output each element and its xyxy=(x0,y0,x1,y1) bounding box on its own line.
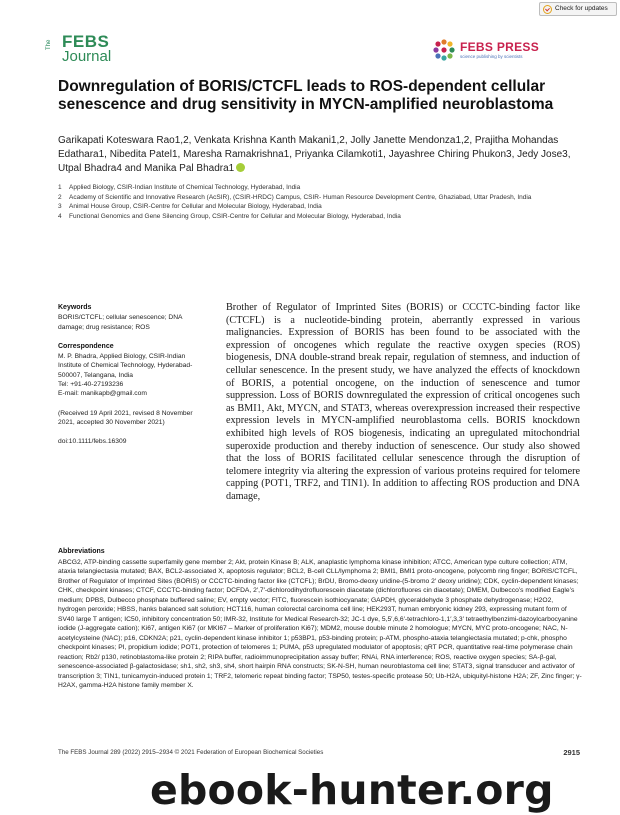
correspondence-address: M. P. Bhadra, Applied Biology, CSIR-Indian Institute of Chemical Technology, Hyderabad-500007, Telangana, India xyxy=(58,353,193,379)
affiliation-text: Animal House Group, CSIR-Centre for Cellular and Molecular Biology, Hyderabad, India xyxy=(69,203,322,211)
abbreviations-heading: Abbreviations xyxy=(58,548,105,555)
journal-logo-suffix: Journal xyxy=(62,48,112,65)
affiliation-item xyxy=(58,202,583,212)
febs-journal-logo xyxy=(46,32,126,66)
keywords-block xyxy=(58,303,208,332)
affiliation-item xyxy=(58,193,583,203)
dates-block xyxy=(58,409,208,428)
keywords-text: BORIS/CTCFL; cellular senescence; DNA damage; drug resistance; ROS xyxy=(58,314,183,331)
orcid-icon[interactable] xyxy=(236,163,245,172)
check-for-updates-label: Check for updates xyxy=(555,5,608,12)
affiliation-number: 1 xyxy=(58,184,62,191)
abbreviations-text: ABCG2, ATP-binding cassette superfamily gene member 2; Akt, protein Kinase B; ALK, anaplastic lymphoma kinase inhibition; ATCC, American type culture collection; ATM, ataxia telangiectasia mutated; BAX, BCL2-associated X, apoptosis regulator; BCL2, B-cell CLL/lymphoma 2; BMI1, BMI1 proto-oncogene, polycomb ring finger; BORIS/CTCFL, Brother of Regulator of Imprinted Sites (BORIS) or CCCTC-binding factor like (CTCFL); BrDU, Bromo-deoxy uridine-(5-bromo 2′ deoxy uridine); CDK, cyclin-dependent kinases; CHK, checkpoint kinases; CTCF, CCCTC-binding factor; DCFDA, 2′,7′-dichlorodihydrofluorescein diacetate (dichlorofluores cin diacetate); DMEM, Dulbecco’s modified Eagle’s medium; DPBS, Dulbecco phosphate buffered saline; EV, empty vector; FITC, fluorescein isothiocyanate; GAPDH, glyceraldehyde 3 phosphate dehydrogenase; H2O2, hydrogen peroxide; HBSS, hanks balanced salt solution; HCT116, human colorectal carcinoma cell line; HEK293T, human embryonic kidney 293, expressing mutant form of SV40 large T antigen; IC50, inhibitory concentration 50; IMR-32, Institute for Medical Research-32; JC-1 dye, 5,5′,6,6′-tetrachloro-1,1′,3,3′ tetraethylbenzimi-dazoylcarbocyanine iodide (J-aggregate cation); Ki67, antigen Ki67 (or MKI67 – Marker of proliferation Ki67); MDM2, mouse double minute 2 homologue; MYCN, MYC proto-oncogene; NAC, N-acetylcysteine (NAC); p16, CDKN2A; p21, cyclin-dependent kinase inhibitor 1; p53BP1, p53-binding protein; p-ATM, phospho-ataxia telangiectasia mutated; p-chk, phospho checkpoint kinases; PI, propidium iodide; POT1, protection of telomeres 1; PUMA, p53 upregulated modulator of apoptosis; qRT PCR, quantitative real-time polymerase chain reaction; Rb2/ p130, retinoblastoma-like protein 2; RIPA buffer, radioimmunoprecipitation assay buffer; RNAi, RNA interference; ROS, reactive oxygen species; SA-β-gal, senescence-associated β-galactosidase; sh1, sh2, sh3, sh4, short hairpin RNA constructs; SK-N-SH, human neuroblastoma cell line; STAT3, signal transducer and activator of transcription 3; TIN1, tunicamycin-induced protein 1; TRF2, telomeric repeat binding factor; TSP50, testes-specific protease 50; Ub-H2A, ubiquityl-histone H2A; ZF, Zinc finger; γ-H2AX, gamma-H2A histone family member X. xyxy=(58,558,582,689)
affiliation-item xyxy=(58,183,583,193)
page-footer xyxy=(58,749,580,756)
page-number: 2915 xyxy=(563,748,580,757)
affiliation-item xyxy=(58,212,583,222)
doi-link[interactable]: doi:10.1111/febs.16309 xyxy=(58,438,127,446)
author-names: Garikapati Koteswara Rao1,2, Venkata Krishna Kanth Makani1,2, Jolly Janette Mendonza1,2, Prajitha Mohandas Edathara1, Nibedita Patel1, Maresha Ramakrishna1, Priyanka Cilamkoti1, Jayashree Chiring Phukon3, Jedy Jose3, Utpal Bhadra4 and Manika Pal Bhadra1 xyxy=(58,135,571,174)
article-sidebar xyxy=(58,303,208,457)
affiliation-list xyxy=(58,183,583,221)
press-logo-name: FEBS PRESS xyxy=(460,40,540,54)
affiliation-number: 2 xyxy=(58,193,62,201)
article-title: Downregulation of BORIS/CTCFL leads to ROS-dependent cellular senescence and drug sensitivity in MYCN-amplified neuroblastoma xyxy=(58,78,554,113)
check-for-updates-badge[interactable] xyxy=(539,2,617,16)
check-updates-icon xyxy=(543,5,552,14)
press-logo-tagline: science publishing by scientists xyxy=(460,54,523,59)
journal-logo-prefix: The xyxy=(46,39,52,50)
keywords-heading: Keywords xyxy=(58,304,92,311)
abstract-text: Brother of Regulator of Imprinted Sites (BORIS) or CCCTC-binding factor like (CTCFL) is a nucleotide-binding protein, aberrantly expressed in various malignancies. Expression of BORIS has been found to be associated with the expression of oncogenes which regulate the reactive oxygen species (ROS) biogenesis, DNA double-strand break repair, regulation of stemness, and induction of cellular senescence. In the present study, we have analyzed the effects of knockdown of BORIS, a potential oncogene, on the induction of senescence and tumor suppression. Loss of BORIS downregulated the expression of critical oncogenes such as BMI1, Akt, MYCN, and STAT3, whereas overexpression increased their respective expression levels in MYCN-amplified neuroblastoma cells. BORIS knockdown exhibited high levels of ROS biogenesis, indicating an upregulated mitochondrial superoxide production and thereby induction of senescence. Our study also showed that the loss of BORIS facilitated cellular senescence through the disruption of telomere integrity via altering the expression of various proteins required for telomere capping (POT1, TRF2, and TIN1). In addition to affecting ROS production and DNA damage, xyxy=(226,302,580,502)
footer-citation: The FEBS Journal 289 (2022) 2915–2934 © 2021 Federation of European Biochemical Societies xyxy=(58,749,324,756)
abbreviations-block xyxy=(58,547,582,691)
correspondence-heading: Correspondence xyxy=(58,342,114,350)
journal-logo-name: FEBS xyxy=(62,32,110,51)
affiliation-number: 3 xyxy=(58,203,62,211)
doi-block xyxy=(58,437,208,446)
affiliation-text: Functional Genomics and Gene Silencing Group, CSIR-Centre for Cellular and Molecular Biology, Hyderabad, India xyxy=(69,212,401,220)
febs-press-dots-icon xyxy=(432,38,456,62)
affiliation-text: Academy of Scientific and Innovative Research (AcSIR), (CSIR-HRDC) Campus, CSIR- Human Resource Development Centre, Ghaziabad, Uttar Pradesh, India xyxy=(69,193,532,201)
correspondence-tel: Tel: +91-40-27193236 xyxy=(58,381,124,389)
received-dates: (Received 19 April 2021, revised 8 November 2021, accepted 30 November 2021) xyxy=(58,409,193,426)
watermark: ebook-hunter.org xyxy=(150,766,554,814)
correspondence-block xyxy=(58,342,208,399)
febs-press-logo xyxy=(432,38,592,64)
author-list xyxy=(58,134,583,176)
correspondence-email[interactable]: E-mail: manikapb@gmail.com xyxy=(58,390,147,398)
affiliation-number: 4 xyxy=(58,212,62,220)
affiliation-text: Applied Biology, CSIR-Indian Institute of Chemical Technology, Hyderabad, India xyxy=(69,184,301,191)
